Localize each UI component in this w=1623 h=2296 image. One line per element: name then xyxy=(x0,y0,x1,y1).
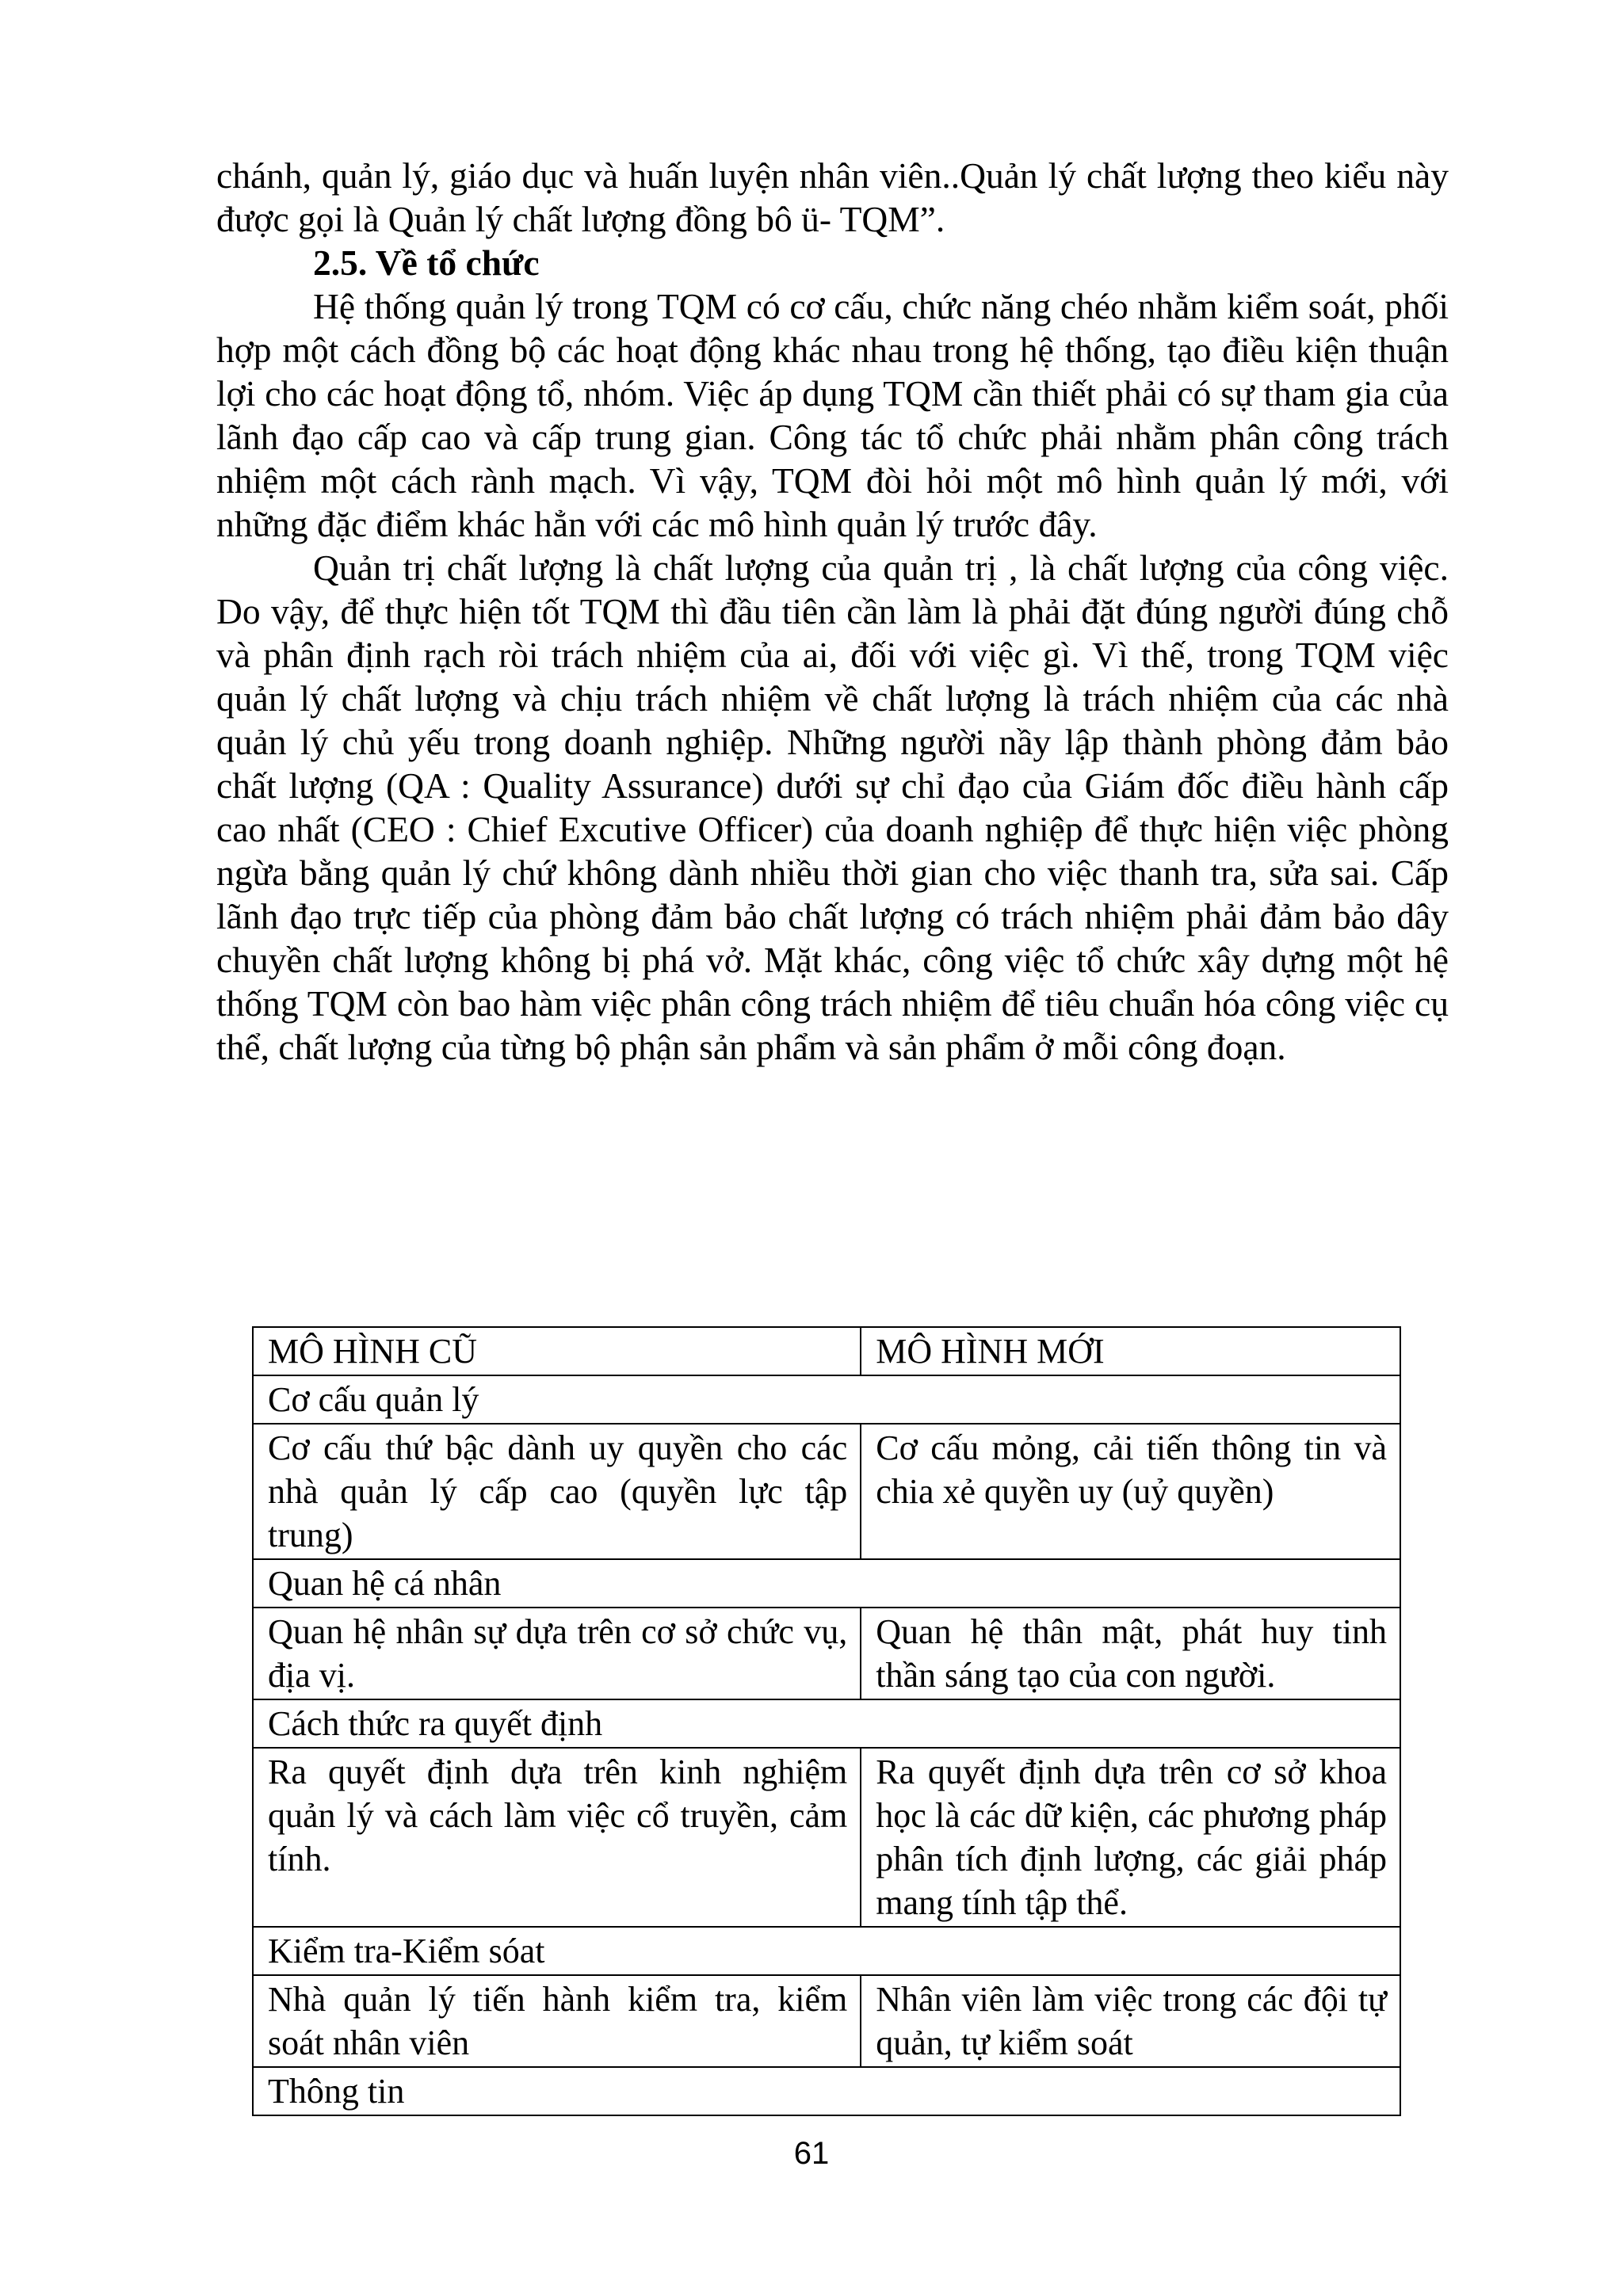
new-model-cell: Quan hệ thân mật, phát huy tinh thần sáng tạo của con người. xyxy=(861,1608,1400,1699)
section-title: Quan hệ cá nhân xyxy=(253,1559,1400,1608)
section-title: Thông tin xyxy=(253,2067,1400,2115)
paragraph-quality-management: Quản trị chất lượng là chất lượng của quản trị , là chất lượng của công việc. Do vậy, để thực hiện tốt TQM thì đầu tiên cần làm là phải đặt đúng người đúng chỗ và phân định rạch ròi trách nhiệm của ai, đối với việc gì. Vì thế, trong TQM việc quản lý chất lượng và chịu trách nhiệm về chất lượng là trách nhiệm của các nhà quản lý chủ yếu trong doanh nghiệp. Những người nầy lập thành phòng đảm bảo chất lượng (QA : Quality Assurance) dưới sự chỉ đạo của Giám đốc điều hành cấp cao nhất (CEO : Chief Excutive Officer) của doanh nghiệp để thực hiện việc phòng ngừa bằng quản lý chứ không dành nhiều thời gian cho việc thanh tra, sửa sai. Cấp lãnh đạo trực tiếp của phòng đảm bảo chất lượng có trách nhiệm phải đảm bảo dây chuyền chất lượng không bị phá vở. Mặt khác, công việc tổ chức xây dựng một hệ thống TQM còn bao hàm việc phân công trách nhiệm để tiêu chuẩn hóa công việc cụ thể, chất lượng của từng bộ phận sản phẩm và sản phẩm ở mỗi công đoạn. xyxy=(216,547,1449,1067)
comparison-row xyxy=(253,1608,1400,1699)
old-model-cell: Nhà quản lý tiến hành kiểm tra, kiểm soát nhân viên xyxy=(253,1975,861,2067)
intro-paragraph: chánh, quản lý, giáo dục và huấn luyện nhân viên..Quản lý chất lượng theo kiểu này được gọi là Quản lý chất lượng đồng bô ü- TQM”. xyxy=(216,155,1449,239)
section-title-row xyxy=(253,1375,1400,1424)
comparison-row xyxy=(253,1975,1400,2067)
page-number: 61 xyxy=(793,2136,830,2171)
old-model-cell: Cơ cấu thứ bậc dành uy quyền cho các nhà quản lý cấp cao (quyền lực tập trung) xyxy=(253,1424,861,1559)
section-title-row xyxy=(253,1927,1400,1975)
comparison-row xyxy=(253,1424,1400,1559)
comparison-row xyxy=(253,1748,1400,1927)
old-model-cell: Ra quyết định dựa trên kinh nghiệm quản lý và cách làm việc cổ truyền, cảm tính. xyxy=(253,1748,861,1927)
header-new-model: MÔ HÌNH MỚI xyxy=(861,1327,1400,1375)
header-old-model: MÔ HÌNH CŨ xyxy=(253,1327,861,1375)
body-text xyxy=(216,154,1449,1069)
new-model-cell: Cơ cấu mỏng, cải tiến thông tin và chia xẻ quyền uy (uỷ quyền) xyxy=(861,1424,1400,1559)
section-heading: 2.5. Về tổ chức xyxy=(313,242,540,283)
model-comparison-table xyxy=(252,1326,1401,2116)
section-title: Kiểm tra-Kiểm sóat xyxy=(253,1927,1400,1975)
old-model-cell: Quan hệ nhân sự dựa trên cơ sở chức vụ, địa vị. xyxy=(253,1608,861,1699)
table-header-row xyxy=(253,1327,1400,1375)
new-model-cell: Ra quyết định dựa trên cơ sở khoa học là các dữ kiện, các phương pháp phân tích định lượng, các giải pháp mang tính tập thể. xyxy=(861,1748,1400,1927)
section-title-row xyxy=(253,2067,1400,2115)
section-title-row xyxy=(253,1559,1400,1608)
section-title: Cơ cấu quản lý xyxy=(253,1375,1400,1424)
new-model-cell: Nhân viên làm việc trong các đội tự quản, tự kiểm soát xyxy=(861,1975,1400,2067)
section-title: Cách thức ra quyết định xyxy=(253,1699,1400,1748)
paragraph-organization-system: Hệ thống quản lý trong TQM có cơ cấu, chức năng chéo nhằm kiểm soát, phối hợp một cách đồng bộ các hoạt động khác nhau trong hệ thống, tạo điều kiện thuận lợi cho các hoạt động tổ, nhóm. Việc áp dụng TQM cần thiết phải có sự tham gia của lãnh đạo cấp cao và cấp trung gian. Công tác tổ chức phải nhằm phân công trách nhiệm một cách rành mạch. Vì vậy, TQM đòi hỏi một mô hình quản lý mới, với những đặc điểm khác hẳn với các mô hình quản lý trước đây. xyxy=(216,286,1449,544)
section-title-row xyxy=(253,1699,1400,1748)
